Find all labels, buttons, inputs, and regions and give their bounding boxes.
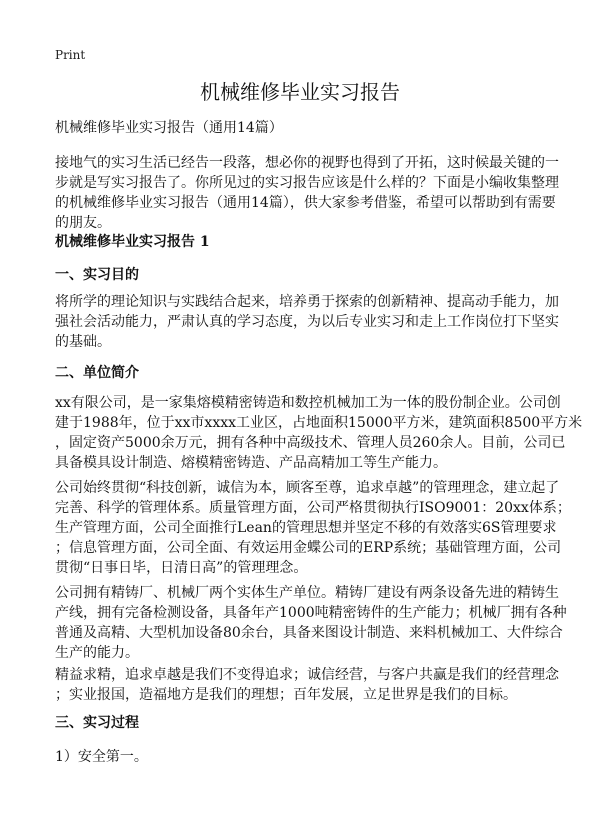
page-title: 机械维修毕业实习报告 — [200, 80, 400, 104]
text-line: 精益求精，追求卓越是我们不变得追求；诚信经营，与客户共赢是我们的经营理念 — [55, 667, 559, 683]
section-heading-purpose: 一、实习目的 — [55, 267, 139, 283]
print-link[interactable]: Print — [55, 48, 86, 62]
text-line: 的朋友。 — [55, 215, 111, 231]
text-line: 生产的能力。 — [55, 645, 139, 661]
text-line: 生产管理方面，公司全面推行Lean的管理思想并坚定不移的有效落实6S管理要求 — [55, 520, 557, 536]
text-line: 普通及高精、大型机加设备80余台，具备来图设计制造、来料机械加工、大件综合 — [55, 625, 563, 641]
process-item-1: 1）安全第一。 — [55, 749, 148, 765]
purpose-paragraph — [55, 292, 559, 352]
text-line: 步就是写实习报告了。你所见过的实习报告应该是什么样的？下面是小编收集整理 — [55, 175, 559, 191]
text-line: xx有限公司，是一家集熔模精密铸造和数控机械加工为一体的股份制企业。公司创 — [55, 395, 561, 411]
text-line: 具备模具设计制造、熔模精密铸造、产品高精加工等生产能力。 — [55, 455, 447, 471]
text-line: 的机械维修毕业实习报告（通用14篇），供大家参考借鉴，希望可以帮助到有需要 — [55, 195, 556, 211]
text-line: 的基础。 — [55, 334, 111, 350]
text-line: 产线，拥有完备检测设备，具备年产1000吨精密铸件的生产能力；机械厂拥有各种 — [55, 605, 567, 621]
text-line: 完善、科学的管理体系。质量管理方面，公司严格贯彻执行ISO9001：20xx体系； — [55, 500, 571, 516]
text-line: ；信息管理方面，公司全面、有效运用金蝶公司的ERP系统；基础管理方面，公司 — [55, 540, 562, 556]
text-line: 贯彻“日事日毕，日清日高”的管理理念。 — [55, 560, 308, 576]
document-subtitle: 机械维修毕业实习报告（通用14篇） — [55, 120, 283, 136]
company-paragraph-2 — [55, 478, 571, 578]
text-line: 接地气的实习生活已经告一段落，想必你的视野也得到了开拓，这时候最关键的一 — [55, 155, 559, 171]
section-heading-process: 三、实习过程 — [55, 715, 139, 731]
text-line: ，固定资产5000余万元，拥有各种中高级技术、管理人员260余人。目前，公司已 — [55, 435, 566, 451]
text-line: 公司始终贯彻“科技创新，诚信为本，顾客至尊，追求卓越”的管理理念，建立起了 — [55, 480, 560, 496]
text-line: ；实业报国，造福地方是我们的理想；百年发展，立足世界是我们的目标。 — [55, 687, 517, 703]
text-line: 强社会活动能力，严肃认真的学习态度，为以后专业实习和走上工作岗位打下坚实 — [55, 314, 559, 330]
report-heading: 机械维修毕业实习报告 1 — [55, 234, 210, 250]
text-line: 建于1988年，位于xx市xxxx工业区，占地面积15000平方米，建筑面积8500平方米 — [55, 415, 583, 431]
company-paragraph-1 — [55, 393, 583, 473]
company-paragraph-4 — [55, 665, 559, 705]
text-line: 将所学的理论知识与实践结合起来，培养勇于探索的创新精神、提高动手能力，加 — [55, 294, 559, 310]
company-paragraph-3 — [55, 583, 567, 663]
intro-paragraph — [55, 153, 559, 233]
section-heading-company: 二、单位简介 — [55, 365, 139, 381]
text-line: 公司拥有精铸厂、机械厂两个实体生产单位。精铸厂建设有两条设备先进的精铸生 — [55, 585, 559, 601]
